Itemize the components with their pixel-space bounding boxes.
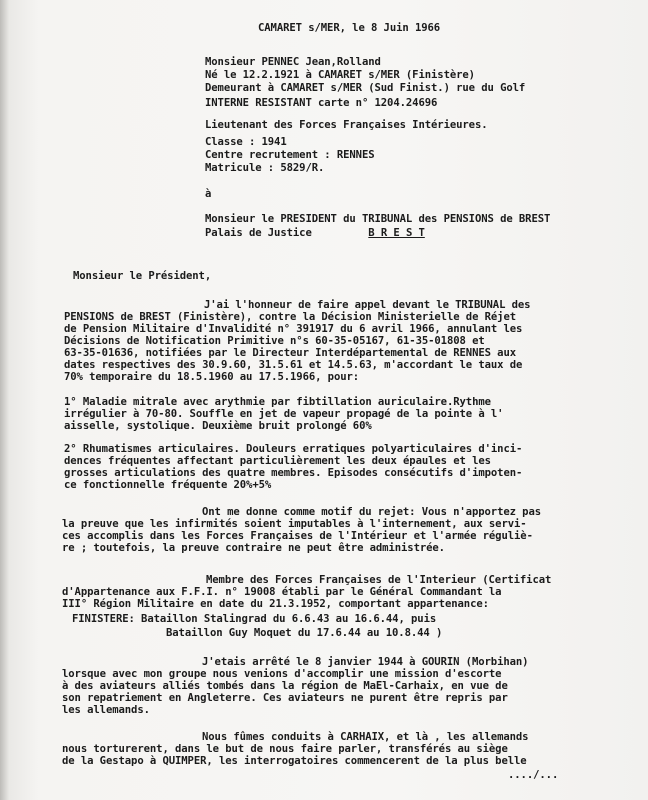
body-line: Ont me donne comme motif du rejet: Vous n'apportez pas xyxy=(202,506,542,518)
sender-class: Classe : 1941 xyxy=(205,136,287,148)
body-line: ce fonctionnelle fréquente 20%+5% xyxy=(64,479,272,491)
recipient-a: à xyxy=(205,188,212,200)
body-line: à des aviateurs alliés tombés dans la région de MaEl-Carhaix, en vue de xyxy=(62,680,508,692)
body-line: 70% temporaire du 18.5.1960 au 17.5.1966, pour: xyxy=(64,371,360,383)
body-line: irrégulier à 70-80. Souffle en jet de vapeur propagé de la pointe à l' xyxy=(64,408,504,420)
recipient-palais: Palais de Justice xyxy=(205,227,312,239)
body-line: grosses articulations des quatre membres. Episodes consécutifs d'impoten- xyxy=(64,467,523,479)
body-line: dences fréquentes affectant particulièrement les deux épaules et les xyxy=(64,455,491,467)
scan-edge xyxy=(0,0,9,800)
body-line: de Pension Militaire d'Invalidité n° 391917 du 6 avril 1966, annulant les xyxy=(64,323,523,335)
body-line: PENSIONS de BREST (Finistère), contre la Décision Ministerielle de Réjet xyxy=(64,311,517,323)
continuation-mark: ..../... xyxy=(508,769,559,781)
sender-name: Monsieur PENNEC Jean,Rolland xyxy=(205,56,381,68)
body-line: Membre des Forces Françaises de l'Interieur (Certificat xyxy=(206,574,552,586)
body-line: 2° Rhumatismes articulaires. Douleurs erratiques polyarticulaires d'inci- xyxy=(64,443,523,455)
recipient-city: B R E S T xyxy=(368,227,425,239)
body-line: la preuve que les infirmités soient imputables à l'internement, aux servi- xyxy=(62,518,527,530)
sender-card: INTERNE RESISTANT carte n° 1204.24696 xyxy=(205,97,438,109)
body-line: J'etais arrêté le 8 janvier 1944 à GOURIN (Morbihan) xyxy=(202,656,529,668)
body-line: 63-35-01636, notifiées par le Directeur Interdépartemental de RENNES aux xyxy=(64,347,517,359)
body-line: ces accomplis dans les Forces Françaises de l'Intérieur et l'armée réguliè- xyxy=(62,530,533,542)
body-line: dates respectives des 30.9.60, 31.5.61 et 14.5.63, m'accordant le taux de xyxy=(64,359,523,371)
recipient-line1: Monsieur le PRESIDENT du TRIBUNAL des PENSIONS de BREST xyxy=(205,213,551,225)
body-line: d'Appartenance aux F.F.I. n° 19008 établi par le Général Commandant la xyxy=(62,586,502,598)
sender-recruitment: Centre recrutement : RENNES xyxy=(205,149,375,161)
body-line: III° Région Militaire en date du 21.3.1952, comportant appartenance: xyxy=(62,598,489,610)
body-line: Décisions de Notification Primitive n°s 60-35-05167, 61-35-01808 et xyxy=(64,335,485,347)
body-line: aisselle, systolique. Deuxième bruit prolongé 60% xyxy=(64,420,372,432)
body-line: Bataillon Guy Moquet du 17.6.44 au 10.8.44 ) xyxy=(166,627,443,639)
body-line: de la Gestapo à QUIMPER, les interrogatoires commencerent de la plus belle xyxy=(62,755,527,767)
recipient-line2 xyxy=(205,227,425,239)
body-line: re ; toutefois, la preuve contraire ne peut être administrée. xyxy=(62,542,445,554)
body-line: les allemands. xyxy=(62,704,150,716)
sender-matricule: Matricule : 5829/R. xyxy=(205,162,325,174)
sender-rank: Lieutenant des Forces Françaises Intérieures. xyxy=(205,119,488,131)
body-line: lorsque avec mon groupe nous venions d'accomplir une mission d'escorte xyxy=(62,668,502,680)
sender-address: Demeurant à CAMARET s/MER (Sud Finist.) rue du Golf xyxy=(205,82,526,94)
body-line: nous torturerent, dans le but de nous faire parler, transférés au siège xyxy=(62,743,508,755)
body-line: 1° Maladie mitrale avec arythmie par fibtillation auriculaire.Rythme xyxy=(64,396,491,408)
body-line: son repatriement en Angleterre. Ces aviateurs ne purent être repris par xyxy=(62,692,508,704)
place-date: CAMARET s/MER, le 8 Juin 1966 xyxy=(258,22,441,34)
body-line: J'ai l'honneur de faire appel devant le TRIBUNAL des xyxy=(204,299,531,311)
body-line: Nous fûmes conduits à CARHAIX, et là , les allemands xyxy=(202,731,529,743)
body-line: FINISTERE: Bataillon Stalingrad du 6.6.43 au 16.6.44, puis xyxy=(72,613,437,625)
salutation: Monsieur le Président, xyxy=(73,270,212,282)
sender-born: Né le 12.2.1921 à CAMARET s/MER (Finistère) xyxy=(205,69,475,81)
